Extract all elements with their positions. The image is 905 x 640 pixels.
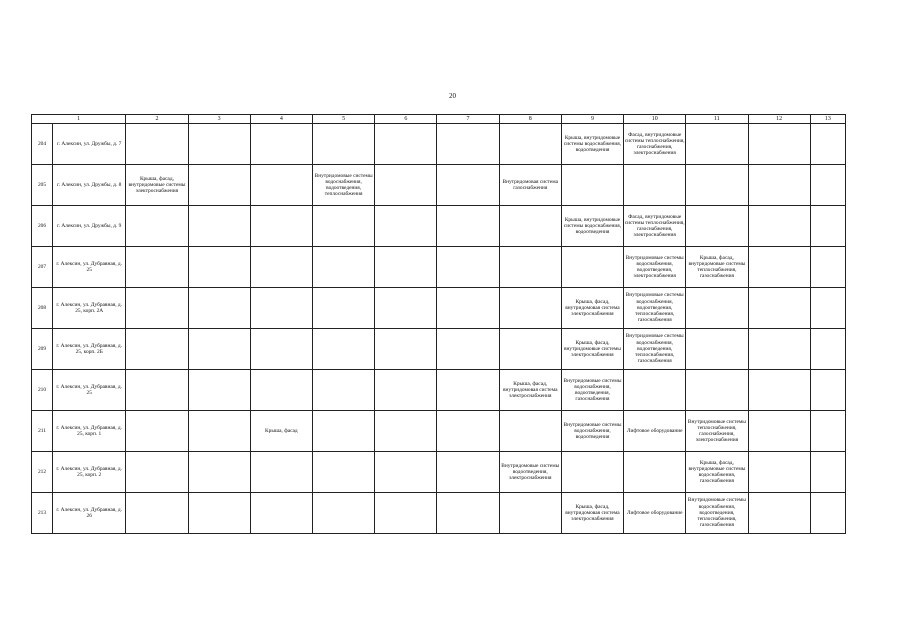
work-cell — [375, 452, 437, 493]
work-cell — [312, 206, 374, 247]
work-cell — [250, 288, 312, 329]
work-cell — [624, 493, 686, 534]
table-row — [32, 452, 846, 493]
work-cell — [312, 370, 374, 411]
work-cell — [437, 411, 499, 452]
work-cell — [250, 124, 312, 165]
table-row — [32, 288, 846, 329]
work-cell-text: Внутридомовые системы водоснабжения, водоотведения, электроснабжения — [625, 254, 684, 280]
work-cell — [188, 124, 250, 165]
address-cell: г. Алексин, ул. Дубравная, д. 26 — [53, 493, 126, 534]
work-cell — [375, 493, 437, 534]
work-cell — [686, 206, 748, 247]
work-cell — [375, 124, 437, 165]
work-cell — [188, 206, 250, 247]
work-cell — [748, 370, 810, 411]
work-cell-text: Крыша, фасад, внутридомовые системы водоснабжения, газоснабжения — [688, 459, 746, 485]
work-cell — [437, 124, 499, 165]
column-header: 3 — [188, 115, 250, 124]
work-cell — [561, 370, 623, 411]
work-cell — [250, 370, 312, 411]
address-cell: г. Алексин, ул. Дружбы, д. 9 — [53, 206, 126, 247]
work-cell — [437, 247, 499, 288]
work-cell — [686, 288, 748, 329]
work-cell-text: Внутридомовые системы водоснабжения, водоотведения, теплоснабжения — [314, 172, 373, 198]
work-cell — [126, 329, 188, 370]
work-cell — [624, 206, 686, 247]
work-cell — [499, 206, 561, 247]
work-cell — [748, 493, 810, 534]
work-cell — [499, 247, 561, 288]
work-cell — [499, 329, 561, 370]
work-cell — [748, 206, 810, 247]
work-cell — [810, 288, 845, 329]
work-cell-text: Крыша, фасад, внутридомовая система электроснабжения — [565, 503, 620, 523]
work-cell-text: Внутридомовая система газоснабжения — [502, 178, 558, 191]
work-cell-text: Внутридомовые системы водоснабжения, водоотведения, теплоснабжения, газоснабжения — [625, 292, 684, 324]
table-row — [32, 206, 846, 247]
row-number: 209 — [32, 329, 53, 370]
work-cell-text: Лифтовое оборудование — [626, 509, 683, 516]
work-cell — [250, 329, 312, 370]
work-cell — [312, 288, 374, 329]
work-cell — [188, 452, 250, 493]
column-header: 11 — [686, 115, 748, 124]
row-number: 213 — [32, 493, 53, 534]
work-cell — [748, 452, 810, 493]
work-cell — [312, 493, 374, 534]
work-cell — [188, 329, 250, 370]
work-cell — [312, 329, 374, 370]
work-cell — [126, 452, 188, 493]
column-header: 4 — [250, 115, 312, 124]
address-cell: г. Алексин, ул. Дубравная, д. 25, корп. 2 — [53, 452, 126, 493]
work-cell-text: Фасад, внутридомовые системы теплоснабжения, газоснабжения, электроснабжения — [624, 213, 685, 239]
column-header: 8 — [499, 115, 561, 124]
work-cell — [748, 288, 810, 329]
column-header: 2 — [126, 115, 188, 124]
work-cell-text: Лифтовое оборудование — [626, 427, 683, 434]
work-cell — [126, 206, 188, 247]
work-cell-text: Крыша, фасад, внутридомовые системы электроснабжения — [564, 339, 621, 359]
work-cell — [561, 288, 623, 329]
work-cell-text: Внутридомовые системы водоснабжения, водоотведения, газоснабжения — [563, 377, 622, 403]
row-number: 207 — [32, 247, 53, 288]
work-cell — [375, 247, 437, 288]
work-cell-text: Крыша, фасад, внутридомовая система электроснабжения — [565, 298, 620, 318]
work-cell — [437, 452, 499, 493]
work-cell-text: Крыша, фасад, внутридомовая система электроснабжения — [503, 380, 558, 400]
column-header: 7 — [437, 115, 499, 124]
work-cell — [126, 288, 188, 329]
column-header: 1 — [32, 115, 126, 124]
table-row — [32, 165, 846, 206]
row-number: 208 — [32, 288, 53, 329]
address-cell: г. Алексин, ул. Дружбы, д. 7 — [53, 124, 126, 165]
work-cell — [312, 165, 374, 206]
work-cell — [499, 493, 561, 534]
column-header: 9 — [561, 115, 623, 124]
work-cell — [375, 370, 437, 411]
work-cell — [810, 247, 845, 288]
work-cell — [686, 370, 748, 411]
work-cell — [312, 247, 374, 288]
work-cell — [748, 165, 810, 206]
work-cell-text: Внутридомовые системы водоотведения, электроснабжения — [501, 462, 560, 482]
work-cell — [810, 206, 845, 247]
address-cell: г. Алексин, ул. Дубравная, д. 25, корп. 2Б — [53, 329, 126, 370]
work-cell — [624, 452, 686, 493]
work-cell — [686, 329, 748, 370]
table-row — [32, 370, 846, 411]
repair-schedule-table — [31, 114, 846, 534]
work-cell — [810, 411, 845, 452]
column-header: 13 — [810, 115, 845, 124]
work-cell — [188, 288, 250, 329]
work-cell — [624, 288, 686, 329]
work-cell — [126, 247, 188, 288]
address-cell: г. Алексин, ул. Дубравная, д. 25, корп. 1 — [53, 411, 126, 452]
page-number: 20 — [449, 92, 456, 100]
work-cell — [437, 493, 499, 534]
work-cell — [686, 247, 748, 288]
column-header: 6 — [375, 115, 437, 124]
address-cell: г. Алексин, ул. Дружбы, д. 8 — [53, 165, 126, 206]
work-cell — [250, 411, 312, 452]
column-header: 10 — [624, 115, 686, 124]
table-row — [32, 493, 846, 534]
work-cell — [375, 329, 437, 370]
work-cell — [126, 493, 188, 534]
work-cell — [624, 124, 686, 165]
address-cell: г. Алексин, ул. Дубравная, д. 25 — [53, 370, 126, 411]
work-cell — [499, 411, 561, 452]
work-cell — [624, 411, 686, 452]
work-cell — [250, 165, 312, 206]
work-cell — [312, 411, 374, 452]
work-cell — [561, 411, 623, 452]
work-cell-text: Крыша, фасад, внутридомовые системы теплоснабжения, газоснабжения — [688, 254, 746, 280]
work-cell-text: Крыша, внутридомовые системы водоснабжения, водоотведения — [563, 216, 622, 236]
work-cell — [126, 411, 188, 452]
work-cell — [810, 165, 845, 206]
column-header-row — [32, 115, 846, 124]
work-cell — [188, 247, 250, 288]
work-cell-text: Крыша, внутридомовые системы водоснабжения, водоотведения — [563, 134, 622, 154]
work-cell — [126, 370, 188, 411]
work-cell — [126, 165, 188, 206]
work-cell — [810, 370, 845, 411]
work-cell — [499, 124, 561, 165]
work-cell — [499, 452, 561, 493]
work-cell — [188, 370, 250, 411]
work-cell — [250, 493, 312, 534]
work-cell — [250, 452, 312, 493]
row-number: 204 — [32, 124, 53, 165]
work-cell — [624, 370, 686, 411]
work-cell — [748, 124, 810, 165]
work-cell — [561, 247, 623, 288]
work-cell — [561, 206, 623, 247]
work-cell — [810, 493, 845, 534]
work-cell — [561, 124, 623, 165]
work-cell — [561, 493, 623, 534]
work-cell-text: Крыша, фасад — [265, 427, 298, 434]
work-cell-text: Крыша, фасад, внутридомовые системы электроснабжения — [128, 175, 186, 195]
column-header: 12 — [748, 115, 810, 124]
work-cell — [624, 329, 686, 370]
work-cell-text: Фасад, внутридомовые системы теплоснабжения, газоснабжения, электроснабжения — [624, 131, 685, 157]
row-number: 212 — [32, 452, 53, 493]
work-cell — [312, 452, 374, 493]
work-cell — [561, 452, 623, 493]
work-cell — [686, 452, 748, 493]
work-cell — [437, 329, 499, 370]
work-cell — [188, 165, 250, 206]
row-number: 211 — [32, 411, 53, 452]
work-cell — [437, 206, 499, 247]
work-cell — [312, 124, 374, 165]
work-cell-text: Внутридомовые системы водоснабжения, водоотведения — [563, 421, 622, 441]
table-row — [32, 124, 846, 165]
work-cell — [561, 165, 623, 206]
work-cell-text: Внутридомовые системы водоснабжения, водоотведения, теплоснабжения, газоснабжения — [687, 497, 746, 529]
work-cell — [250, 247, 312, 288]
work-cell — [499, 288, 561, 329]
work-cell — [188, 493, 250, 534]
work-cell — [499, 165, 561, 206]
address-cell: г. Алексин, ул. Дубравная, д. 25 — [53, 247, 126, 288]
table-row — [32, 329, 846, 370]
work-cell — [250, 206, 312, 247]
column-header: 5 — [312, 115, 374, 124]
work-cell — [437, 370, 499, 411]
work-cell — [375, 411, 437, 452]
table-row — [32, 411, 846, 452]
work-cell — [748, 411, 810, 452]
work-cell — [375, 206, 437, 247]
work-cell — [748, 247, 810, 288]
work-cell — [561, 329, 623, 370]
work-cell — [748, 329, 810, 370]
work-cell — [499, 370, 561, 411]
work-cell — [810, 452, 845, 493]
work-cell-text: Внутридомовые системы водоснабжения, водоотведения, теплоснабжения, газоснабжения — [625, 333, 684, 365]
work-cell-text: Внутридомовые системы теплоснабжения, газоснабжения, электроснабжения — [687, 418, 746, 444]
work-cell — [810, 124, 845, 165]
work-cell — [686, 124, 748, 165]
row-number: 205 — [32, 165, 53, 206]
work-cell — [810, 329, 845, 370]
work-cell — [375, 165, 437, 206]
work-cell — [624, 247, 686, 288]
work-cell — [437, 288, 499, 329]
work-cell — [375, 288, 437, 329]
address-cell: г. Алексин, ул. Дубравная, д. 25, корп. 2А — [53, 288, 126, 329]
work-cell — [686, 493, 748, 534]
work-cell — [624, 165, 686, 206]
work-cell — [126, 124, 188, 165]
work-cell — [686, 411, 748, 452]
work-cell — [686, 165, 748, 206]
work-cell — [188, 411, 250, 452]
row-number: 206 — [32, 206, 53, 247]
work-cell — [437, 165, 499, 206]
row-number: 210 — [32, 370, 53, 411]
table-row — [32, 247, 846, 288]
